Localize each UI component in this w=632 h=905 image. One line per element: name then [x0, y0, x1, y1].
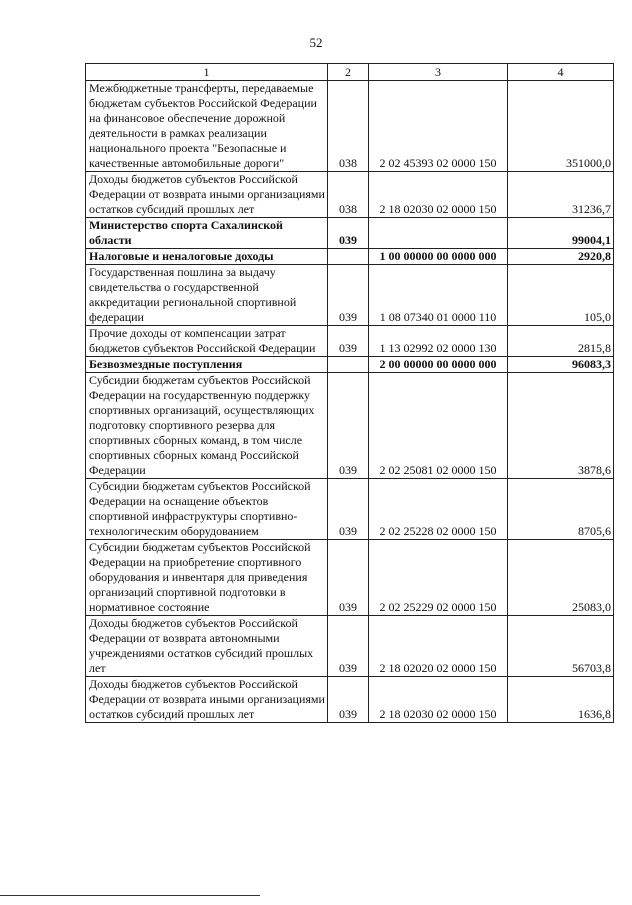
- row-name-cell: Субсидии бюджетам субъектов Российской Федерации на оснащение объектов спортивной инфраструктуры спортивно-технологическим оборудованием: [86, 479, 328, 540]
- row-kbk-cell: 2 02 25228 02 0000 150: [369, 479, 508, 540]
- row-kbk-cell: 2 18 02020 02 0000 150: [369, 616, 508, 677]
- row-code-cell: 039: [328, 677, 369, 723]
- row-amount-cell: 105,0: [508, 265, 614, 326]
- row-kbk-cell: 2 02 45393 02 0000 150: [369, 81, 508, 172]
- row-kbk-cell: 2 18 02030 02 0000 150: [369, 172, 508, 218]
- row-name-cell: Доходы бюджетов субъектов Российской Федерации от возврата иными организациями остатков субсидий прошлых лет: [86, 677, 328, 723]
- row-kbk-cell: [369, 218, 508, 249]
- row-amount-cell: 2920,8: [508, 249, 614, 265]
- row-name-cell: Прочие доходы от компенсации затрат бюджетов субъектов Российской Федерации: [86, 326, 328, 357]
- row-amount-cell: 2815,8: [508, 326, 614, 357]
- row-code-cell: 039: [328, 265, 369, 326]
- table-row: [86, 265, 614, 326]
- table-row: [86, 357, 614, 373]
- row-code-cell: 038: [328, 81, 369, 172]
- table-row: [86, 249, 614, 265]
- table-row: [86, 172, 614, 218]
- row-name-cell: Субсидии бюджетам субъектов Российской Федерации на государственную поддержку спортивных организаций, осуществляющих подготовку спортивного резерва для спортивных сборных команд, в том числе спортивных сборных команд Российской Федерации: [86, 373, 328, 479]
- row-kbk-cell: 1 13 02992 02 0000 130: [369, 326, 508, 357]
- row-kbk-cell: 2 18 02030 02 0000 150: [369, 677, 508, 723]
- table-row: [86, 218, 614, 249]
- table-row: [86, 540, 614, 616]
- row-name-cell: Безвозмездные поступления: [86, 357, 328, 373]
- row-amount-cell: 25083,0: [508, 540, 614, 616]
- row-amount-cell: 3878,6: [508, 373, 614, 479]
- column-header-2: 2: [328, 64, 369, 81]
- row-code-cell: 039: [328, 373, 369, 479]
- row-kbk-cell: 2 00 00000 00 0000 000: [369, 357, 508, 373]
- row-name-cell: Доходы бюджетов субъектов Российской Федерации от возврата автономными учреждениями остатков субсидий прошлых лет: [86, 616, 328, 677]
- row-kbk-cell: 1 00 00000 00 0000 000: [369, 249, 508, 265]
- row-amount-cell: 99004,1: [508, 218, 614, 249]
- row-name-cell: Налоговые и неналоговые доходы: [86, 249, 328, 265]
- table-row: [86, 326, 614, 357]
- column-header-4: 4: [508, 64, 614, 81]
- footer-divider: [0, 895, 260, 896]
- row-amount-cell: 8705,6: [508, 479, 614, 540]
- table-row: [86, 81, 614, 172]
- row-name-cell: Министерство спорта Сахалинской области: [86, 218, 328, 249]
- row-code-cell: 039: [328, 479, 369, 540]
- budget-revenue-table: [85, 63, 614, 723]
- table-row: [86, 677, 614, 723]
- row-code-cell: [328, 357, 369, 373]
- row-kbk-cell: 2 02 25081 02 0000 150: [369, 373, 508, 479]
- row-code-cell: 039: [328, 616, 369, 677]
- page-number: 52: [309, 35, 323, 50]
- row-code-cell: 039: [328, 540, 369, 616]
- column-header-3: 3: [369, 64, 508, 81]
- table-row: [86, 373, 614, 479]
- row-amount-cell: 96083,3: [508, 357, 614, 373]
- row-name-cell: Межбюджетные трансферты, передаваемые бюджетам субъектов Российской Федерации на финансовое обеспечение дорожной деятельности в рамках реализации национального проекта "Безопасные и качественные автомобильные дороги": [86, 81, 328, 172]
- row-code-cell: 039: [328, 326, 369, 357]
- row-code-cell: [328, 249, 369, 265]
- column-header-1: 1: [86, 64, 328, 81]
- row-name-cell: Субсидии бюджетам субъектов Российской Федерации на приобретение спортивного оборудования и инвентаря для приведения организаций спортивной подготовки в нормативное состояние: [86, 540, 328, 616]
- table-header-row: [86, 64, 614, 81]
- table-row: [86, 479, 614, 540]
- row-name-cell: Доходы бюджетов субъектов Российской Федерации от возврата иными организациями остатков субсидий прошлых лет: [86, 172, 328, 218]
- row-kbk-cell: 1 08 07340 01 0000 110: [369, 265, 508, 326]
- table-row: [86, 616, 614, 677]
- row-kbk-cell: 2 02 25229 02 0000 150: [369, 540, 508, 616]
- row-name-cell: Государственная пошлина за выдачу свидетельства о государственной аккредитации региональной спортивной федерации: [86, 265, 328, 326]
- row-code-cell: 038: [328, 172, 369, 218]
- row-amount-cell: 351000,0: [508, 81, 614, 172]
- row-amount-cell: 56703,8: [508, 616, 614, 677]
- row-amount-cell: 31236,7: [508, 172, 614, 218]
- row-amount-cell: 1636,8: [508, 677, 614, 723]
- row-code-cell: 039: [328, 218, 369, 249]
